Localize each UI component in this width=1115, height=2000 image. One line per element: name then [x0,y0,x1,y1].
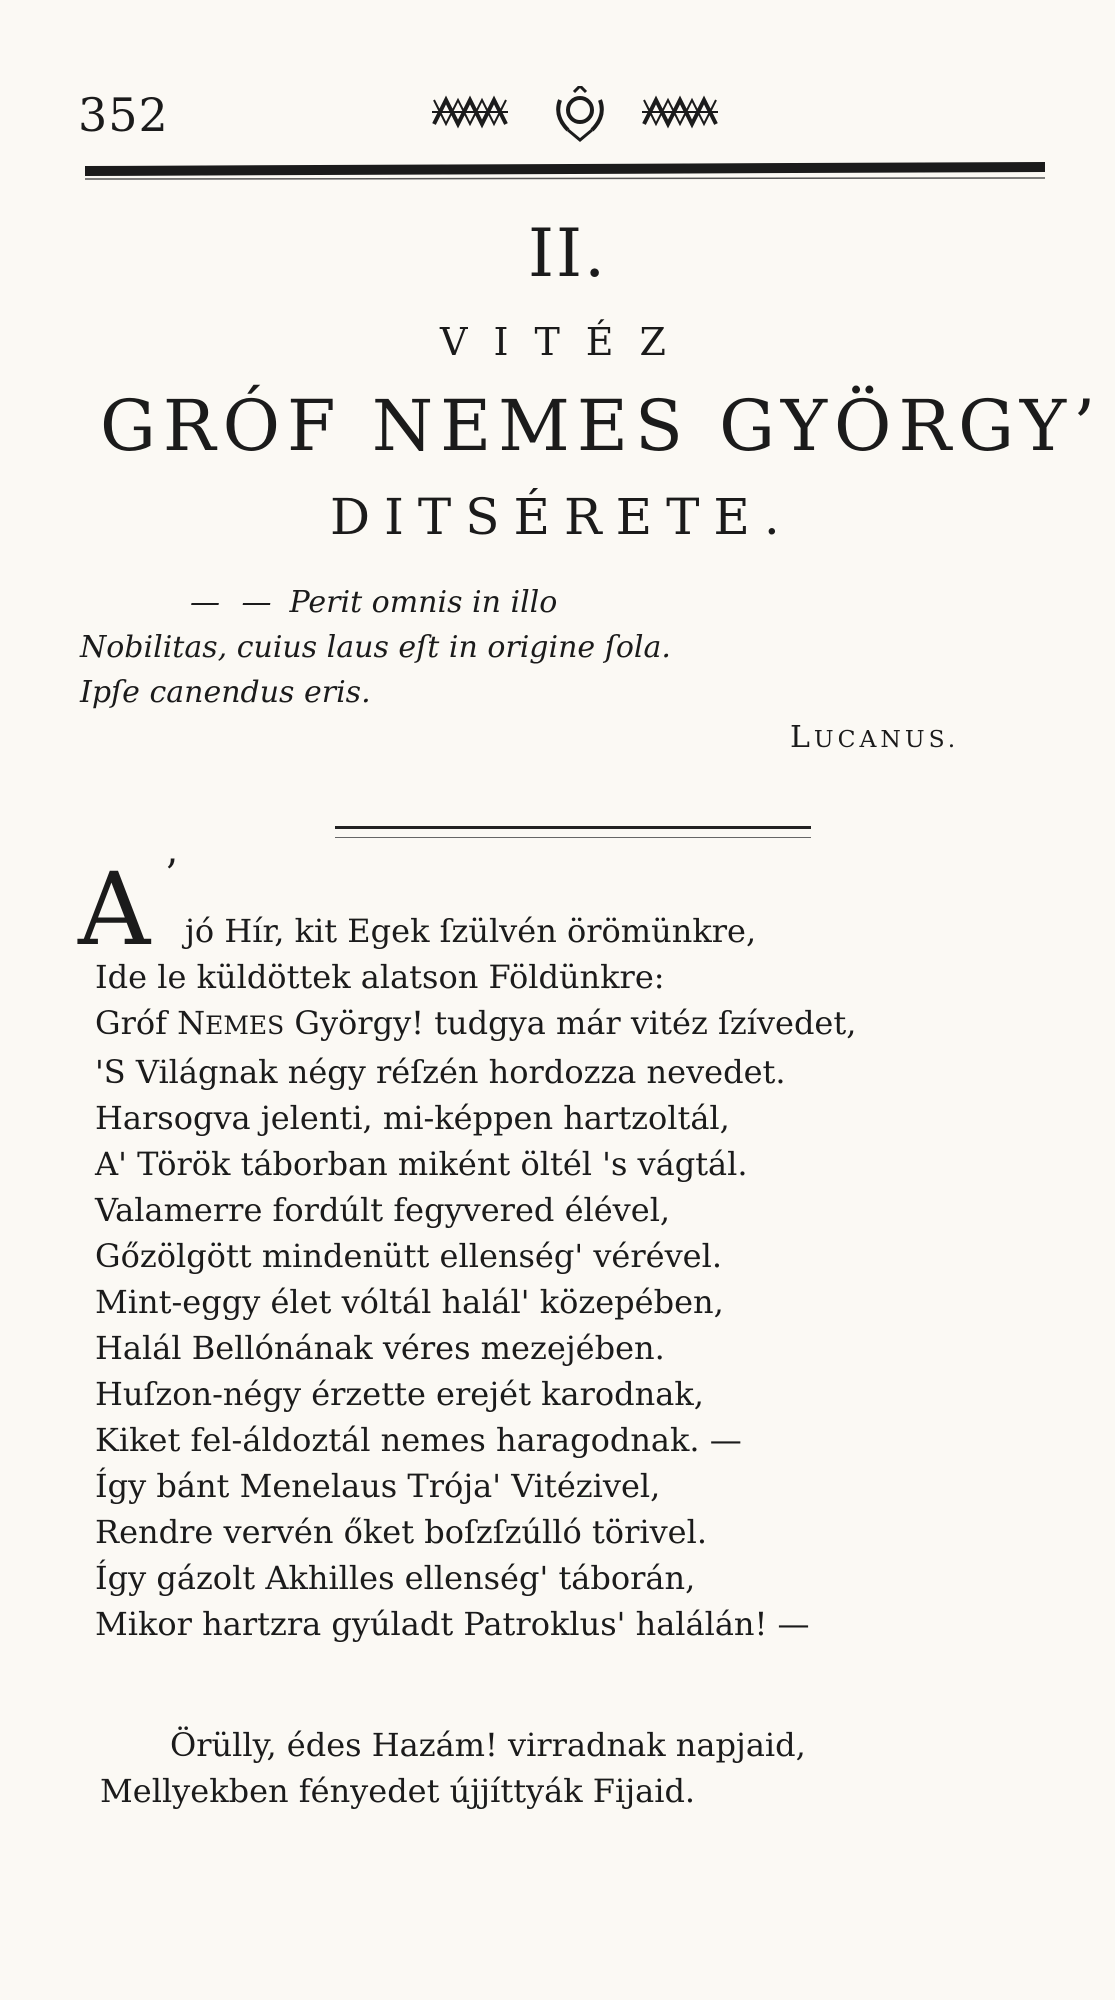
poem-line: Huſzon-négy érzette erejét karodnak, [95,1375,704,1413]
epigraph-line: Ipſe canendus eris. [80,675,371,710]
poem-line: Mellyekben fényedet újjíttyák Fijaid. [100,1772,696,1810]
epigraph-dash: — — [190,585,278,620]
section-divider [335,826,811,838]
drop-cap: A [78,851,151,968]
wreath-ornament-icon [550,86,610,146]
poem-line: Így bánt Menelaus Trója' Vitézivel, [95,1467,661,1505]
epigraph-line: — — Perit omnis in illo [190,585,558,620]
epigraph-author: LUCANUS. [790,720,960,755]
poem-line: jó Hír, kit Egek ſzülvén örömünkre, [185,912,757,950]
title-vitez: VITÉZ [440,320,692,364]
poem-line: Örülly, édes Hazám! virradnak napjaid, [170,1726,806,1764]
poem-line: Halál Bellónának véres mezejében. [95,1329,665,1367]
title-ditserete: DITSÉRETE. [330,488,794,546]
poem-line: Ide le küldöttek alatson Földünkre: [95,958,665,996]
poem-line: Gróf NEMES György! tudgya már vitéz ſzívedet, [95,1004,857,1042]
epigraph [80,580,671,715]
page-number: 352 [78,88,169,142]
name-nemes: NEMES [177,1004,285,1042]
title-grof-nemes-gyorgy: GRÓF NEMES GYÖRGY’ [100,385,1103,467]
poem-line: Mint-eggy élet vóltál halál' közepében, [95,1283,724,1321]
poem-line: Mikor hartzra gyúladt Patroklus' halálán! — [95,1605,810,1643]
poem-line: Így gázolt Akhilles ellenség' táborán, [95,1559,696,1597]
epigraph-line: Nobilitas, cuius laus eſt in origine ſola. [80,630,671,665]
zigzag-ornament-icon [430,86,510,136]
poem-line: Valamerre fordúlt fegyvered élével, [95,1191,671,1229]
poem-line: A' Török táborban miként öltél 's vágtál. [95,1145,748,1183]
poem-line: Rendre vervén őket boſzſzúlló törivel. [95,1513,708,1551]
header-rule [85,158,1045,180]
header-ornaments [430,86,730,146]
poem-stanza-2 [100,1722,806,1814]
poem-line: Kiket fel-áldoztál nemes haragodnak. — [95,1421,742,1459]
drop-cap-apostrophe: ’ [165,852,178,898]
poem-line: 'S Világnak négy réſzén hordozza nevedet. [95,1053,786,1091]
poem-line: Gőzölgött mindenütt ellenség' vérével. [95,1237,722,1275]
poem-stanza-1 [95,908,856,1647]
zigzag-ornament-icon [640,86,720,136]
section-numeral: II. [527,215,608,292]
poem-line: Harsogva jelenti, mi-képpen hartzoltál, [95,1099,730,1137]
